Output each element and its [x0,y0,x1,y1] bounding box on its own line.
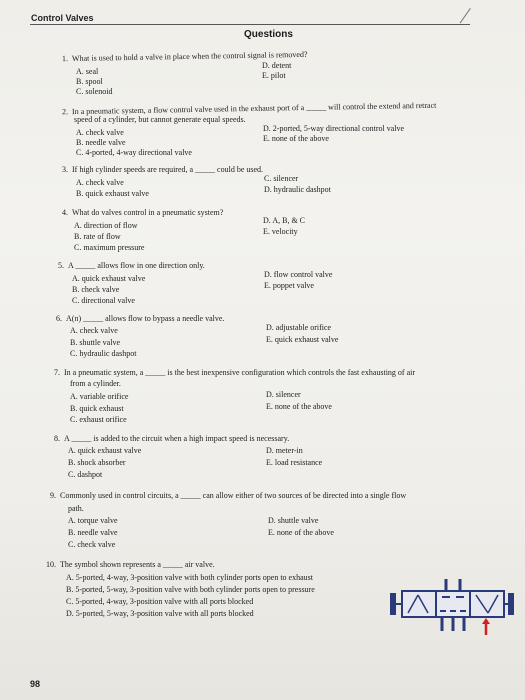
option-6a: A. check valve [70,326,118,335]
option-10c: C. 5-ported, 4-way, 3-position valve with all ports blocked [66,597,254,606]
question-9-line-2: path. [68,504,84,513]
question-text: What do valves control in a pneumatic system? [72,208,224,217]
option-2b: B. needle valve [76,138,126,147]
question-number: 6. [56,314,62,323]
option-2d: D. 2-ported, 5-way directional control valve [263,124,405,133]
question-text: A(n) _____ allows flow to bypass a needle valve. [66,314,225,323]
option-9d: D. shuttle valve [268,516,319,525]
question-text: What is used to hold a valve in place when the control signal is removed? [71,49,308,63]
option-5c: C. directional valve [72,296,135,305]
question-number: 4. [62,208,68,217]
question-number: 7. [54,368,60,377]
question-number: 5. [58,261,64,270]
option-4b: B. rate of flow [74,232,121,241]
left-actuator [390,593,396,615]
option-7e: E. none of the above [266,402,332,411]
question-6 [56,314,224,324]
question-number: 1. [61,54,69,64]
option-9b: B. needle valve [68,528,118,537]
option-5b: B. check valve [72,285,120,294]
option-6d: D. adjustable orifice [266,323,332,332]
option-2c: C. 4-ported, 4-way directional valve [76,148,192,157]
question-text: If high cylinder speeds are required, a _____ could be used. [72,165,264,174]
option-3a: A. check valve [76,178,124,187]
option-3c: C. silencer [264,174,299,183]
option-8e: E. load resistance [266,458,323,467]
option-5e: E. poppet valve [264,281,314,290]
question-7 [54,368,415,378]
question-number: 2. [61,107,69,117]
option-7d: D. silencer [266,390,301,399]
option-2a: A. check valve [76,128,124,137]
option-4a: A. direction of flow [74,221,138,230]
option-4e: E. velocity [263,227,298,236]
question-text: The symbol shown represents a _____ air valve. [60,560,215,569]
option-1a: A. seal [76,67,99,76]
option-1d: D. detent [262,61,292,70]
question-text: A _____ is added to the circuit when a high impact speed is necessary. [64,434,290,443]
question-text: In a pneumatic system, a _____ is the best inexpensive configuration which controls the fast exhausting of air [64,368,416,377]
option-1b: B. spool [76,77,103,86]
question-7-line-2: from a cylinder. [70,379,121,388]
option-8b: B. shock absorber [68,458,126,467]
header-rule-tick [460,8,471,23]
valve-symbol-diagram [388,577,516,639]
option-3b: B. quick exhaust valve [76,189,149,198]
question-2-line-2: speed of a cylinder, but cannot generate equal speeds. [74,115,246,124]
question-5 [58,261,205,271]
question-text: In a pneumatic system, a flow control valve used in the exhaust port of a _____ will control the extend and retract [71,100,437,117]
option-8c: C. dashpot [68,470,103,479]
option-1e: E. pilot [262,71,286,80]
question-number: 10. [46,560,56,569]
page-title: Questions [244,29,293,40]
valve-position-center [436,591,470,617]
question-10 [46,560,215,570]
option-7b: B. quick exhaust [70,404,124,413]
option-2e: E. none of the above [263,134,329,143]
page-number: 98 [30,679,41,689]
option-4d: D. A, B, & C [263,216,306,225]
option-5d: D. flow control valve [264,270,333,279]
option-7a: A. variable orifice [70,392,129,401]
question-number: 3. [62,165,68,174]
header-rule [30,24,470,25]
question-4 [62,208,223,218]
question-3 [62,165,263,175]
option-10a: A. 5-ported, 4-way, 3-position valve with both cylinder ports open to exhaust [66,573,313,582]
option-6c: C. hydraulic dashpot [70,349,137,358]
option-1c: C. solenoid [76,87,113,96]
option-3d: D. hydraulic dashpot [264,185,331,194]
option-10b: B. 5-ported, 5-way, 3-position valve with both cylinder ports open to pressure [66,585,315,594]
option-10d: D. 5-ported, 5-way, 3-position valve with all ports blocked [66,609,254,618]
valve-position-right [470,591,504,617]
option-4c: C. maximum pressure [74,243,145,252]
question-number: 8. [54,434,60,443]
option-8a: A. quick exhaust valve [68,446,142,455]
option-9a: A. torque valve [68,516,118,525]
option-9c: C. check valve [68,540,116,549]
question-9 [50,491,406,501]
option-9e: E. none of the above [268,528,334,537]
question-8 [54,434,289,444]
option-8d: D. meter-in [266,446,303,455]
question-text: A _____ allows flow in one direction only. [68,261,205,270]
option-7c: C. exhaust orifice [70,415,127,424]
section-title: Control Valves [31,13,94,23]
option-6b: B. shuttle valve [70,338,120,347]
option-5a: A. quick exhaust valve [72,274,146,283]
option-6e: E. quick exhaust valve [266,335,339,344]
question-text: Commonly used in control circuits, a _____ can allow either of two sources of be directed into a single flow [60,491,407,500]
valve-position-left [402,591,436,617]
question-number: 9. [50,491,56,500]
